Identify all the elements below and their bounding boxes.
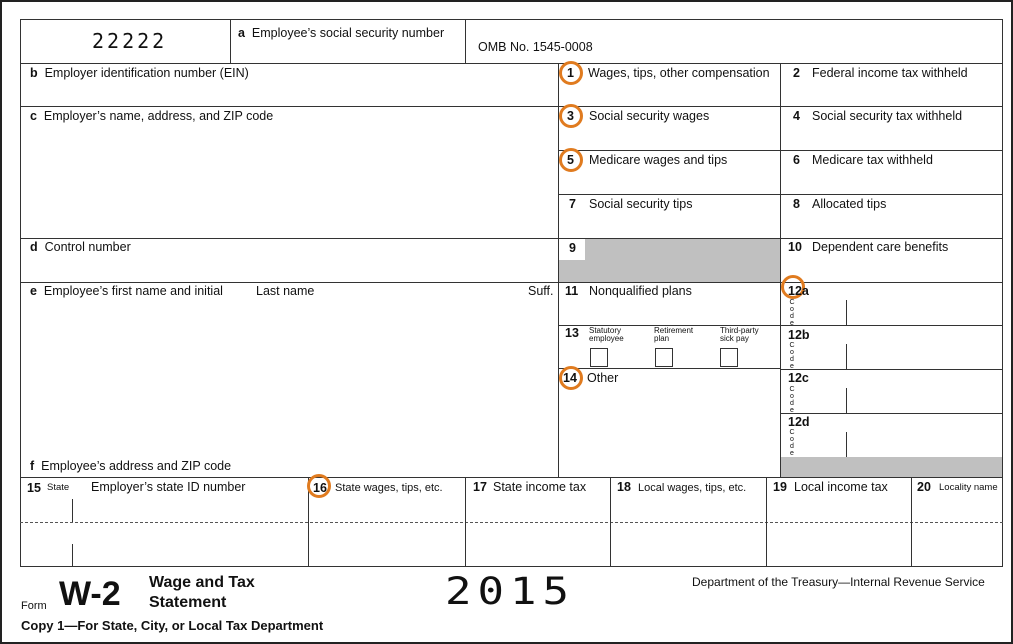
box16-number: 16 (313, 481, 327, 495)
box13-number: 13 (565, 326, 579, 340)
third-party-sick-pay-checkbox[interactable] (720, 348, 738, 367)
box14-number: 14 (563, 371, 577, 385)
box12a-code-letter: d (790, 313, 794, 320)
box-e-letter: e (30, 284, 37, 298)
box12b-number: 12b (788, 328, 810, 342)
box17-label: State income tax (493, 480, 587, 494)
form-id-code: 22222 (92, 29, 168, 53)
box12a-code-letter: C (789, 299, 795, 306)
box18-number: 18 (617, 480, 631, 494)
box12c-code-letter: e (790, 407, 794, 414)
box12b-code-letter: C (789, 342, 795, 349)
box8-number: 8 (793, 197, 800, 211)
box-d-header (30, 240, 131, 254)
box11-number: 11 (565, 284, 579, 298)
box12c-code-letter: o (790, 393, 794, 400)
box-e-lastname: Last name (256, 284, 315, 298)
box12d-code-letter: o (790, 436, 794, 443)
box9-shade (585, 239, 780, 260)
box-e-header (30, 284, 223, 298)
box2-number: 2 (793, 66, 800, 80)
box12d-code-letter: d (790, 443, 794, 450)
box-f-header (30, 459, 231, 473)
statutory-employee-checkbox[interactable] (590, 348, 608, 367)
box12c-code-letter: d (790, 400, 794, 407)
box19-number: 19 (773, 480, 787, 494)
box13-thirdparty-label: Third-party sick pay (720, 326, 759, 343)
box8-label: Allocated tips (812, 197, 887, 211)
box-e-suffix: Suff. (528, 284, 554, 298)
box12c-number: 12c (788, 371, 809, 385)
box1-number: 1 (567, 66, 574, 80)
box4-number: 4 (793, 109, 800, 123)
box3-label: Social security wages (589, 109, 710, 123)
box2-label: Federal income tax withheld (812, 66, 968, 80)
box5-number: 5 (567, 153, 574, 167)
box-e-label: Employee’s first name and initial (43, 284, 223, 298)
box15-number: 15 (27, 481, 41, 495)
box12d-code-letter: e (790, 450, 794, 457)
box12a-code-letter: e (790, 320, 794, 327)
box5-label: Medicare wages and tips (589, 153, 728, 167)
box6-number: 6 (793, 153, 800, 167)
box11-label: Nonqualified plans (589, 284, 692, 298)
box10-label: Dependent care benefits (812, 240, 949, 254)
box-a-label: Employee’s social security number (251, 26, 445, 40)
box9-number: 9 (569, 241, 576, 255)
box9-shade-lower (559, 260, 780, 282)
box3-number: 3 (567, 109, 574, 123)
box14-label: Other (587, 371, 619, 385)
form-year: 2015 (445, 569, 575, 614)
box12d-code-letter: C (789, 429, 795, 436)
box-a-letter: a (238, 26, 245, 40)
box6-label: Medicare tax withheld (812, 153, 933, 167)
box12a-code-letter: o (790, 306, 794, 313)
box18-label: Local wages, tips, etc. (638, 482, 747, 494)
box20-number: 20 (917, 480, 931, 494)
box7-label: Social security tips (589, 197, 693, 211)
box12-shade (781, 457, 1002, 477)
form-word: Form (21, 600, 47, 612)
omb-number: OMB No. 1545-0008 (478, 40, 593, 54)
box12b-code-letter: o (790, 349, 794, 356)
box19-label: Local income tax (794, 480, 888, 494)
box-c-header (30, 109, 273, 123)
box4-label: Social security tax withheld (812, 109, 963, 123)
box1-label: Wages, tips, other compensation (588, 66, 770, 80)
box-c-letter: c (30, 109, 37, 123)
box-b-header (30, 66, 249, 80)
box12a-number: 12a (788, 284, 809, 298)
box20-label: Locality name (939, 482, 998, 493)
box17-number: 17 (473, 480, 487, 494)
box13-statutory-label: Statutory employee (589, 326, 624, 343)
box-c-label: Employer’s name, address, and ZIP code (43, 109, 274, 123)
box-b-label: Employer identification number (EIN) (44, 66, 249, 80)
retirement-plan-checkbox[interactable] (655, 348, 673, 367)
box16-label: State wages, tips, etc. (335, 482, 443, 494)
box-d-label: Control number (44, 240, 131, 254)
box13-retirement-label: Retirement plan (654, 326, 694, 343)
form-title-line2: Statement (149, 594, 227, 611)
box15-state-label: State (47, 482, 70, 493)
box15-id-label: Employer’s state ID number (91, 480, 246, 494)
form-title-line1: Wage and Tax (149, 574, 255, 591)
copy-label: Copy 1—For State, City, or Local Tax Department (21, 618, 324, 633)
box-b-letter: b (30, 66, 38, 80)
box-f-label: Employee’s address and ZIP code (41, 459, 232, 473)
form-name: W-2 (59, 575, 121, 613)
box12c-code-letter: C (789, 386, 795, 393)
box12b-code-letter: e (790, 363, 794, 370)
box-f-letter: f (30, 459, 35, 473)
box10-number: 10 (788, 240, 802, 254)
box-a-header (238, 26, 444, 40)
box12b-code-letter: d (790, 356, 794, 363)
department-label: Department of the Treasury—Internal Revenue Service (692, 575, 985, 589)
box7-number: 7 (569, 197, 576, 211)
box12d-number: 12d (788, 415, 810, 429)
box-d-letter: d (30, 240, 38, 254)
